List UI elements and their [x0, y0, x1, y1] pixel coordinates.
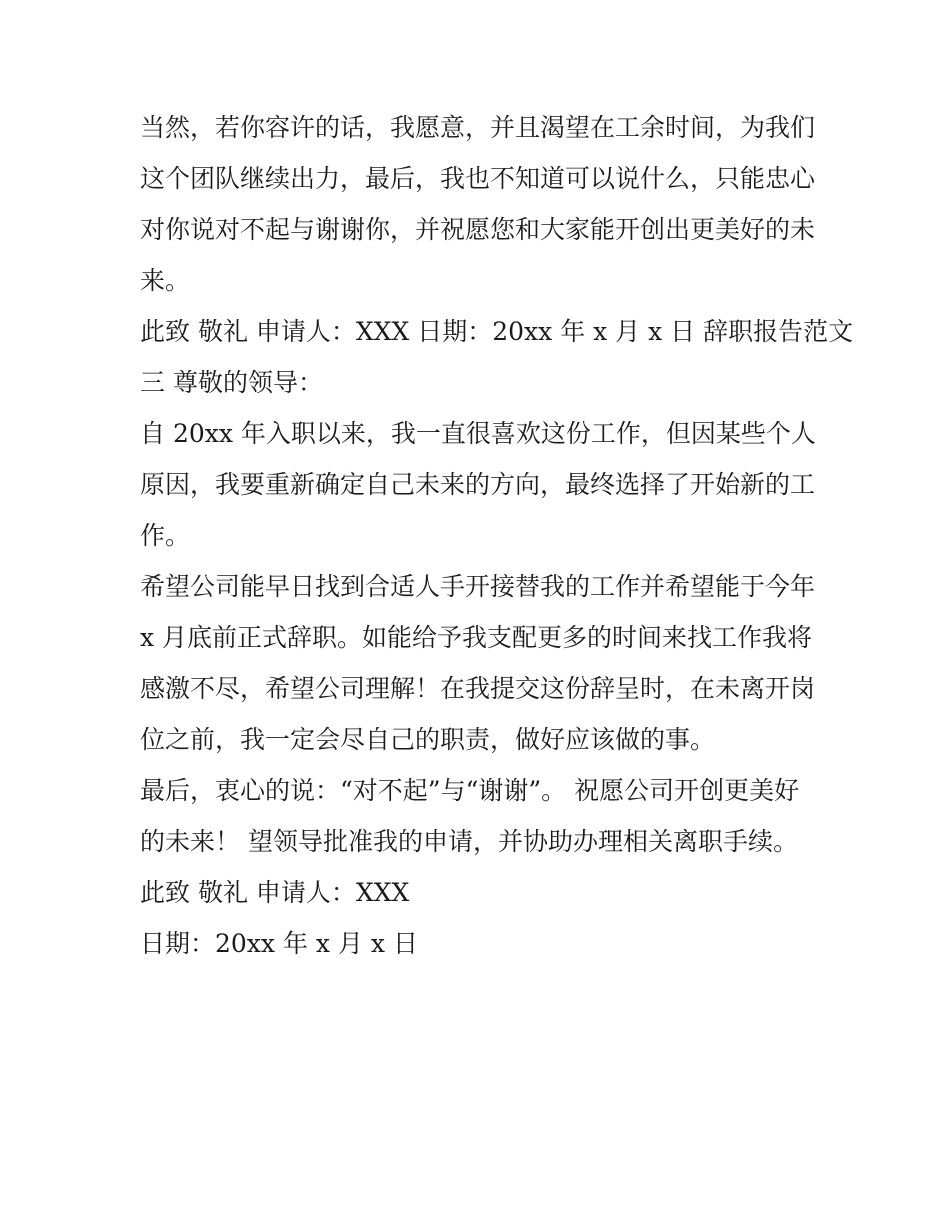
text-line: 原因，我要重新确定自己未来的方向，最终选择了开始新的工	[140, 470, 816, 499]
text-line: 自 20xx 年入职以来，我一直很喜欢这份工作，但因某些个人	[140, 419, 816, 448]
text-line: 希望公司能早日找到合适人手开接替我的工作并希望能于今年	[140, 572, 816, 601]
text-line: 来。	[140, 266, 191, 295]
text-line: 这个团队继续出力，最后，我也不知道可以说什么，只能忠心	[140, 164, 816, 193]
text-line: 对你说对不起与谢谢你，并祝愿您和大家能开创出更美好的未	[140, 215, 816, 244]
text-line: 感激不尽，希望公司理解！在我提交这份辞呈时，在未离开岗	[140, 674, 816, 703]
text-line: 当然，若你容许的话，我愿意，并且渴望在工余时间，为我们	[140, 113, 816, 142]
text-line: 此致 敬礼 申请人：XXX	[140, 878, 410, 907]
text-line: 位之前，我一定会尽自己的职责，做好应该做的事。	[140, 725, 716, 754]
text-line: 最后，衷心的说：“对不起”与“谢谢”。 祝愿公司开创更美好	[140, 776, 800, 805]
text-line: 作。	[140, 521, 191, 550]
text-line: 三 尊敬的领导：	[140, 368, 323, 397]
text-line: x 月底前正式辞职。如能给予我支配更多的时间来找工作我将	[140, 623, 813, 652]
text-line: 日期：20xx 年 x 月 x 日	[140, 929, 418, 958]
text-line: 的未来！ 望领导批准我的申请，并协助办理相关离职手续。	[140, 827, 798, 856]
text-line: 此致 敬礼 申请人：XXX 日期：20xx 年 x 月 x 日 辞职报告范文	[140, 317, 854, 346]
